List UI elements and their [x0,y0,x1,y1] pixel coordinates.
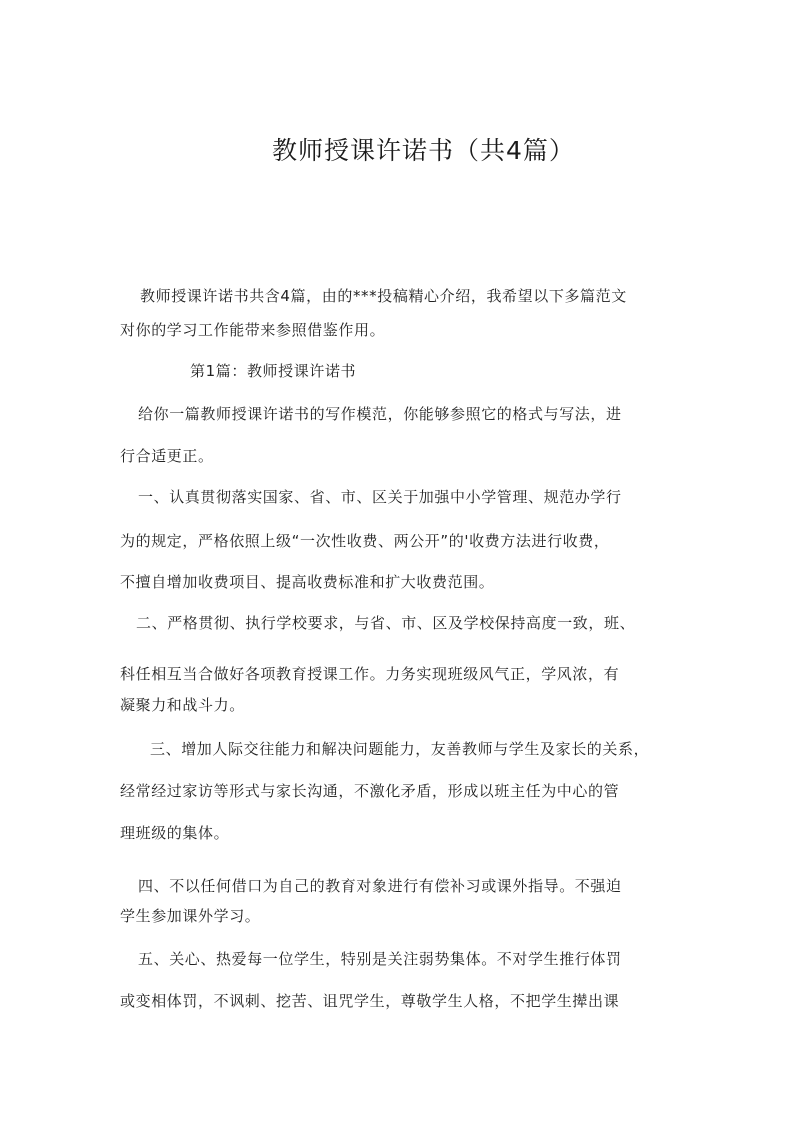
paragraph-line: 经常经过家访等形式与家长沟通，不激化矛盾，形成以班主任为中心的管 [120,782,620,800]
paragraph-line: 给你一篇教师授课许诺书的写作模范，你能够参照它的格式与写法，进 [138,405,622,423]
paragraph-line: 或变相体罚，不讽刺、挖苦、诅咒学生，尊敬学生人格，不把学生撵出课 [120,992,620,1010]
paragraph-line: 为的规定，严格依照上级“一次性收费、两公开”的'收费方法进行收费， [120,532,610,550]
paragraph-line: 三、增加人际交往能力和解决问题能力，友善教师与学生及家长的关系， [150,740,650,758]
paragraph-line: 凝聚力和战斗力。 [120,696,245,714]
paragraph-line: 学生参加课外学习。 [120,907,261,925]
paragraph-line: 五、关心、热爱每一位学生，特别是关注弱势集体。不对学生推行体罚 [138,950,622,968]
paragraph-line: 理班级的集体。 [120,824,230,842]
document-title: 教师授课许诺书（共4篇） [272,136,575,165]
paragraph-line: 二、严格贯彻、执行学校要求，与省、市、区及学校保持高度一致，班、 [136,614,636,632]
paragraph-line: 一、认真贯彻落实国家、省、市、区关于加强中小学管理、规范办学行 [138,488,622,506]
intro-line-1: 教师授课许诺书共含4篇，由的***投稿精心介绍，我希望以下多篇范文 [140,287,627,305]
paragraph-line: 科任相互当合做好各项教育授课工作。力务实现班级风气正，学风浓，有 [120,665,620,683]
paragraph-line: 不擅自增加收费项目、提高收费标准和扩大收费范围。 [120,573,495,591]
section-heading-1: 第1篇：教师授课许诺书 [190,362,357,380]
paragraph-line: 四、不以任何借口为自己的教育对象进行有偿补习或课外指导。不强迫 [138,877,622,895]
paragraph-line: 行合适更正。 [120,447,214,465]
intro-line-2: 对你的学习工作能带来参照借鉴作用。 [120,321,386,339]
